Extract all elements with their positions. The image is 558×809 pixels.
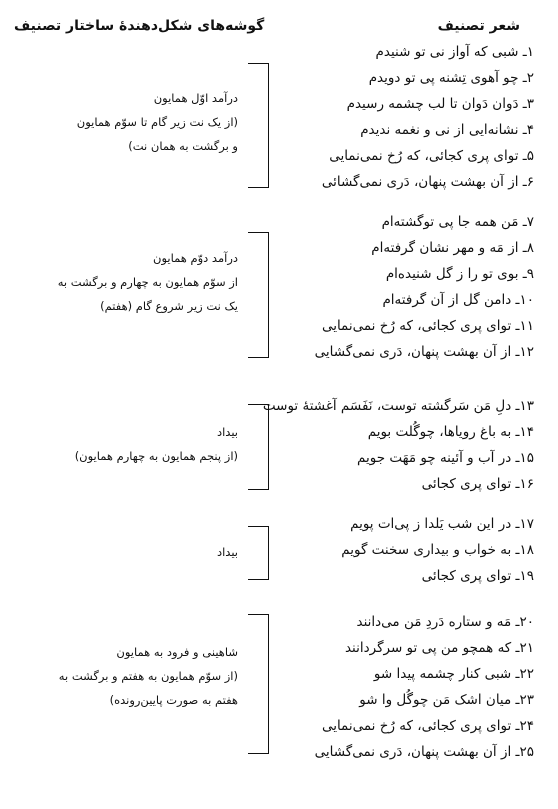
gusheh-description-line: هفتم به صورت پایین‌رونده) — [109, 693, 238, 707]
group-bracket-4 — [248, 526, 269, 580]
poem-line-4: ۴ـ نشانه‌ایی از نی و نغمه ندیدم — [360, 122, 534, 138]
poem-column-header: شعر تصنیف — [437, 18, 520, 34]
poem-line-1: ۱ـ شبی که آواز نی تو شنیدم — [375, 44, 534, 60]
poem-line-18: ۱۸ـ به خواب و بیداری سخنت گویم — [341, 542, 534, 558]
poem-line-5: ۵ـ تو‌ای پری کجائی، که رُخ نمی‌نمایی — [329, 148, 534, 164]
gusheh-description-line: از سوّم همایون به چهارم و برگشت به — [57, 275, 238, 289]
poem-line-25: ۲۵ـ از آن بهشت پنهان، دَری نمی‌گشایی — [314, 744, 534, 760]
gusheh-description-line: یک نت زیر شروع گام (هفتم) — [100, 299, 238, 313]
group-bracket-2 — [248, 232, 269, 358]
gusheh-description-line: شاهینی و فرود به همایون — [116, 645, 238, 659]
poem-line-9: ۹ـ بوی تو را ز گل شنیده‌ام — [385, 266, 534, 282]
gusheh-description-1 — [77, 86, 238, 158]
poem-line-10: ۱۰ـ دامن گل از آن گرفته‌ام — [382, 292, 534, 308]
gusheh-description-line: بیداد — [216, 545, 238, 559]
group-bracket-1 — [248, 63, 269, 188]
gusheh-description-4 — [217, 540, 238, 564]
poem-line-11: ۱۱ـ تو‌ای پری کجائی، که رُخ نمی‌نمایی — [321, 318, 534, 334]
poem-line-22: ۲۲ـ شبی کنار چشمه پیدا شو — [373, 666, 534, 682]
gusheh-description-2 — [58, 246, 238, 318]
poem-line-23: ۲۳ـ میان اشک مَن چوگُل وا شو — [359, 692, 534, 708]
poem-line-21: ۲۱ـ که همچو من پی تو سرگردانند — [344, 640, 534, 656]
poem-line-12: ۱۲ـ از آن بهشت پنهان، دَری نمی‌گشایی — [314, 344, 534, 360]
gusheh-column-header: گوشه‌های شکل‌دهندهٔ ساختار تصنیف — [14, 18, 265, 34]
poem-line-2: ۲ـ چو آهوی تِشنه پی تو دویدم — [368, 70, 534, 86]
poem-line-15: ۱۵ـ در آب و آئینه چو مَهَت جویم — [356, 450, 534, 466]
poem-line-8: ۸ـ از مَه و مهر نشان گرفته‌ام — [371, 240, 534, 256]
poem-line-17: ۱۷ـ در این شب یَلدا ز پی‌ات پویم — [350, 516, 534, 532]
gusheh-description-line: درآمد اوّل همایون — [153, 91, 238, 105]
poem-line-13: ۱۳ـ دلِ مَن سَرگشته توست، نَفَسَم آغشتهٔ توست — [262, 398, 534, 414]
gusheh-description-3 — [75, 420, 238, 468]
poem-line-19: ۱۹ـ تو‌ای پری کجائی — [421, 568, 534, 584]
group-bracket-3 — [248, 404, 269, 490]
poem-line-16: ۱۶ـ تو‌ای پری کجائی — [421, 476, 534, 492]
gusheh-description-line: (از یک نت زیر گام تا سوّم همایون — [76, 115, 238, 129]
poem-line-6: ۶ـ از آن بهشت پنهان، دَری نمی‌گشائی — [321, 174, 534, 190]
gusheh-description-5 — [59, 640, 238, 712]
poem-line-24: ۲۴ـ تو‌ای پری کجائی، که رُخ نمی‌نمایی — [321, 718, 534, 734]
poem-line-3: ۳ـ دَوان دَوان تا لب چشمه رسیدم — [346, 96, 534, 112]
group-bracket-5 — [248, 614, 269, 754]
poem-line-20: ۲۰ـ مَه و ستاره دَردِ مَن می‌دانند — [356, 614, 534, 630]
gusheh-description-line: بیداد — [216, 425, 238, 439]
gusheh-description-line: درآمد دوّم همایون — [153, 251, 238, 265]
poem-line-14: ۱۴ـ به باغ رویاها، چوگُلت بویم — [367, 424, 534, 440]
gusheh-description-line: و برگشت به همان نت) — [128, 139, 238, 153]
gusheh-description-line: (از پنجم همایون به چهارم همایون) — [74, 449, 238, 463]
gusheh-description-line: (از سوّم همایون به هفتم و برگشت به — [58, 669, 238, 683]
poem-line-7: ۷ـ مَن همه جا پی توگشته‌ام — [381, 214, 534, 230]
